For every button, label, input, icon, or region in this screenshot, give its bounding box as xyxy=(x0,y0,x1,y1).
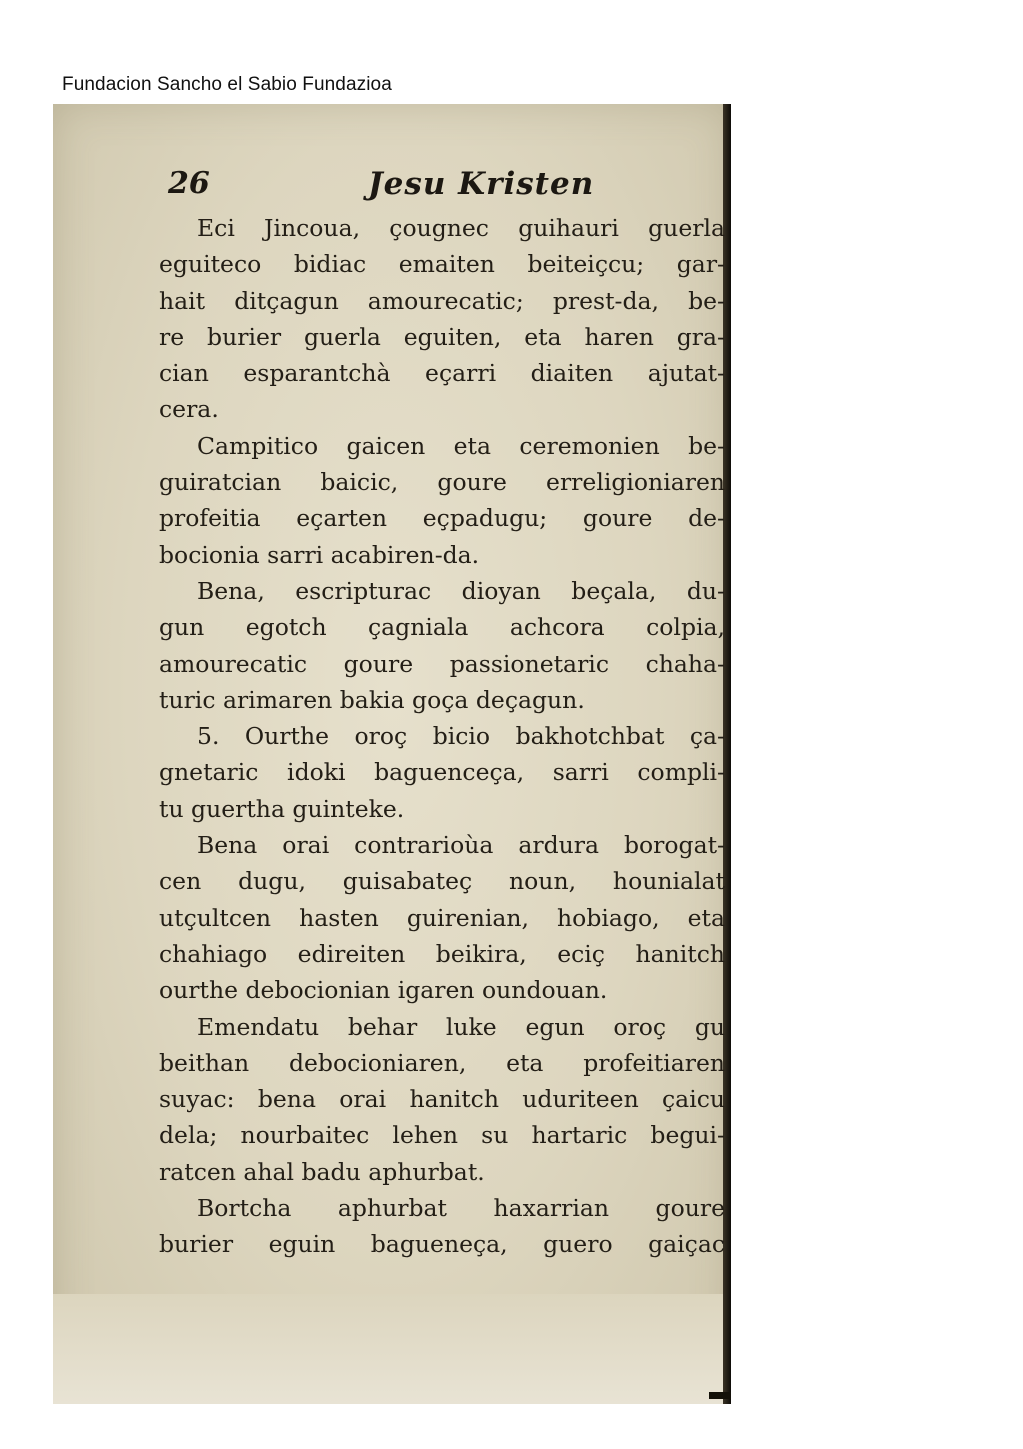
text-line: gnetaric idoki baguenceça, sarri compli- xyxy=(159,758,725,787)
text-line: Bena, escripturac dioyan beçala, du- xyxy=(197,576,725,605)
text-line: cera. xyxy=(159,395,219,424)
text-line: suyac: bena orai hanitch uduriteen çaicu xyxy=(159,1085,725,1114)
text-line: chahiago edireiten beikira, eciç hanitch xyxy=(159,939,725,968)
text-line: Bortcha aphurbat haxarrian goure xyxy=(197,1194,725,1223)
body-text xyxy=(159,210,725,1263)
text-line: eguiteco bidiac emaiten beiteiçcu; gar- xyxy=(159,250,725,279)
text-line: beithan debocioniaren, eta profeitiaren xyxy=(159,1048,725,1077)
text-line: re burier guerla eguiten, eta haren gra- xyxy=(159,322,725,351)
text-line: burier eguin bagueneça, guero gaiçac xyxy=(159,1230,725,1259)
text-line: utçultcen hasten guirenian, hobiago, eta xyxy=(159,903,725,932)
text-line: Eci Jincoua, çougnec guihauri guerla xyxy=(197,214,725,242)
text-line: guiratcian baicic, goure erreligioniaren xyxy=(159,468,725,497)
text-line: cian esparantchà eçarri diaiten ajutat- xyxy=(159,359,725,388)
archive-header-caption: Fundacion Sancho el Sabio Fundazioa xyxy=(62,74,392,95)
text-line: Campitico gaicen eta ceremonien be- xyxy=(197,431,725,460)
text-line: ratcen ahal badu aphurbat. xyxy=(159,1157,485,1186)
text-line: bocionia sarri acabiren-da. xyxy=(159,540,480,569)
text-line: amourecatic goure passionetaric chaha- xyxy=(159,649,725,678)
text-line: ourthe debocionian igaren oundouan. xyxy=(159,976,608,1005)
page-number: 26 xyxy=(168,166,210,201)
running-head xyxy=(168,166,638,210)
text-line: Emendatu behar luke egun oroç gu xyxy=(197,1012,725,1041)
text-line: tu guertha guinteke. xyxy=(159,794,405,823)
running-title: Jesu Kristen xyxy=(368,166,595,202)
text-line: profeitia eçarten eçpadugu; goure de- xyxy=(159,504,725,533)
text-line: gun egotch çagniala achcora colpia, xyxy=(159,613,725,642)
spine-dark-mark xyxy=(709,1392,731,1399)
text-line: 5. Ourthe oroç bicio bakhotchbat ça- xyxy=(197,722,725,751)
text-line: turic arimaren bakia goça deçagun. xyxy=(159,685,585,714)
text-line: Bena orai contrarioùa ardura borogat- xyxy=(197,831,725,860)
scanned-book-page xyxy=(53,104,731,1404)
page-bottom-margin xyxy=(53,1294,731,1404)
text-line: cen dugu, guisabateç noun, hounialat xyxy=(159,867,725,896)
text-line: dela; nourbaitec lehen su hartaric begui- xyxy=(159,1121,725,1150)
text-line: hait ditçagun amourecatic; prest-da, be- xyxy=(159,286,725,315)
